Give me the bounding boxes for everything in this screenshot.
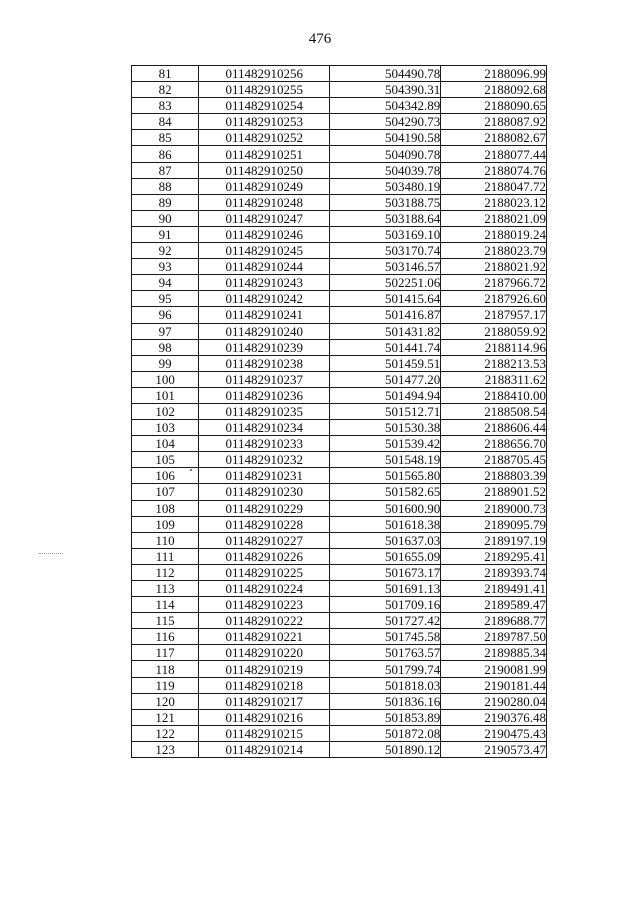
y-coordinate-cell: 2188508.54 xyxy=(441,403,547,419)
point-id-cell: 011482910251 xyxy=(199,146,330,162)
table-row xyxy=(132,114,547,130)
table-row xyxy=(132,66,547,82)
point-id-cell: 011482910224 xyxy=(199,581,330,597)
y-coordinate-cell: 2188092.68 xyxy=(441,82,547,98)
point-id-cell: 011482910246 xyxy=(199,226,330,242)
y-coordinate-cell: 2188082.67 xyxy=(441,130,547,146)
row-number-cell: 112 xyxy=(132,564,199,580)
y-coordinate-cell: 2188047.72 xyxy=(441,178,547,194)
row-number-cell: 90 xyxy=(132,210,199,226)
y-coordinate-cell: 2189393.74 xyxy=(441,564,547,580)
x-coordinate-cell: 501727.42 xyxy=(330,613,441,629)
y-coordinate-cell: 2188077.44 xyxy=(441,146,547,162)
row-number-cell: 123 xyxy=(132,741,199,757)
y-coordinate-cell: 2189787.50 xyxy=(441,629,547,645)
row-number-cell: 81 xyxy=(132,66,199,82)
row-number-cell: 117 xyxy=(132,645,199,661)
x-coordinate-cell: 501477.20 xyxy=(330,371,441,387)
y-coordinate-cell: 2188087.92 xyxy=(441,114,547,130)
table-row xyxy=(132,420,547,436)
row-number-cell: 84 xyxy=(132,114,199,130)
x-coordinate-cell: 501582.65 xyxy=(330,484,441,500)
y-coordinate-cell: 2190081.99 xyxy=(441,661,547,677)
table-row xyxy=(132,468,547,484)
row-number-cell: 82 xyxy=(132,82,199,98)
x-coordinate-cell: 501836.16 xyxy=(330,693,441,709)
row-number-cell: 116 xyxy=(132,629,199,645)
table-row xyxy=(132,661,547,677)
x-coordinate-cell: 504490.78 xyxy=(330,66,441,82)
x-coordinate-cell: 501600.90 xyxy=(330,500,441,516)
table-row xyxy=(132,194,547,210)
table-row xyxy=(132,484,547,500)
row-number-cell: 96 xyxy=(132,307,199,323)
row-number-cell: 120 xyxy=(132,693,199,709)
point-id-cell: 011482910238 xyxy=(199,355,330,371)
x-coordinate-cell: 504190.58 xyxy=(330,130,441,146)
x-coordinate-cell: 501872.08 xyxy=(330,725,441,741)
x-coordinate-cell: 501818.03 xyxy=(330,677,441,693)
point-id-cell: 011482910232 xyxy=(199,452,330,468)
point-id-cell: 011482910241 xyxy=(199,307,330,323)
y-coordinate-cell: 2190475.43 xyxy=(441,725,547,741)
x-coordinate-cell: 501431.82 xyxy=(330,323,441,339)
point-id-cell: 011482910216 xyxy=(199,709,330,725)
x-coordinate-cell: 501441.74 xyxy=(330,339,441,355)
table-row xyxy=(132,709,547,725)
y-coordinate-cell: 2188656.70 xyxy=(441,436,547,452)
y-coordinate-cell: 2188901.52 xyxy=(441,484,547,500)
table-row xyxy=(132,677,547,693)
point-id-cell: 011482910243 xyxy=(199,275,330,291)
x-coordinate-cell: 501673.17 xyxy=(330,564,441,580)
table-row xyxy=(132,403,547,419)
point-id-cell: 011482910254 xyxy=(199,98,330,114)
point-id-cell: 011482910215 xyxy=(199,725,330,741)
y-coordinate-cell: 2188021.09 xyxy=(441,210,547,226)
row-number-cell: 98 xyxy=(132,339,199,355)
page-number: 476 xyxy=(308,31,332,47)
x-coordinate-cell: 501618.38 xyxy=(330,516,441,532)
table-row xyxy=(132,291,547,307)
table-row xyxy=(132,452,547,468)
table-row xyxy=(132,581,547,597)
point-id-cell: 011482910219 xyxy=(199,661,330,677)
point-id-cell: 011482910217 xyxy=(199,693,330,709)
point-id-cell: 011482910218 xyxy=(199,677,330,693)
y-coordinate-cell: 2188410.00 xyxy=(441,387,547,403)
row-number-cell: 102 xyxy=(132,403,199,419)
table-row xyxy=(132,339,547,355)
x-coordinate-cell: 504039.78 xyxy=(330,162,441,178)
table-row xyxy=(132,548,547,564)
x-coordinate-cell: 501494.94 xyxy=(330,387,441,403)
point-id-cell: 011482910233 xyxy=(199,436,330,452)
x-coordinate-cell: 501548.19 xyxy=(330,452,441,468)
y-coordinate-cell: 2189688.77 xyxy=(441,613,547,629)
table-row xyxy=(132,725,547,741)
x-coordinate-cell: 501512.71 xyxy=(330,403,441,419)
point-id-cell: 011482910229 xyxy=(199,500,330,516)
y-coordinate-cell: 2190280.04 xyxy=(441,693,547,709)
row-number-cell: 85 xyxy=(132,130,199,146)
point-id-cell: 011482910252 xyxy=(199,130,330,146)
point-id-cell: 011482910248 xyxy=(199,194,330,210)
x-coordinate-cell: 501890.12 xyxy=(330,741,441,757)
row-number-cell: 95 xyxy=(132,291,199,307)
point-id-cell: 011482910228 xyxy=(199,516,330,532)
row-number-cell: 115 xyxy=(132,613,199,629)
row-number-cell: 118 xyxy=(132,661,199,677)
y-coordinate-cell: 2188074.76 xyxy=(441,162,547,178)
row-number-cell: 113 xyxy=(132,581,199,597)
row-number-cell: 103 xyxy=(132,420,199,436)
x-coordinate-cell: 501745.58 xyxy=(330,629,441,645)
y-coordinate-cell: 2189885.34 xyxy=(441,645,547,661)
row-number-cell: 106 xyxy=(132,468,199,484)
x-coordinate-cell: 503188.75 xyxy=(330,194,441,210)
point-id-cell: 011482910242 xyxy=(199,291,330,307)
table-row xyxy=(132,210,547,226)
x-coordinate-cell: 504390.31 xyxy=(330,82,441,98)
row-number-cell: 104 xyxy=(132,436,199,452)
row-number-cell: 86 xyxy=(132,146,199,162)
row-number-cell: 87 xyxy=(132,162,199,178)
y-coordinate-cell: 2190573.47 xyxy=(441,741,547,757)
x-coordinate-cell: 501459.51 xyxy=(330,355,441,371)
row-number-cell: 93 xyxy=(132,259,199,275)
point-id-cell: 011482910239 xyxy=(199,339,330,355)
row-number-cell: 110 xyxy=(132,532,199,548)
table-row xyxy=(132,355,547,371)
table-row xyxy=(132,629,547,645)
point-id-cell: 011482910256 xyxy=(199,66,330,82)
point-id-cell: 011482910214 xyxy=(199,741,330,757)
x-coordinate-cell: 503170.74 xyxy=(330,243,441,259)
point-id-cell: 011482910250 xyxy=(199,162,330,178)
table-row xyxy=(132,275,547,291)
y-coordinate-cell: 2188803.39 xyxy=(441,468,547,484)
point-id-cell: 011482910245 xyxy=(199,243,330,259)
row-number-cell: 122 xyxy=(132,725,199,741)
point-id-cell: 011482910221 xyxy=(199,629,330,645)
table-row xyxy=(132,178,547,194)
y-coordinate-cell: 2188096.99 xyxy=(441,66,547,82)
row-number-cell: 94 xyxy=(132,275,199,291)
x-coordinate-cell: 501799.74 xyxy=(330,661,441,677)
y-coordinate-cell: 2188019.24 xyxy=(441,226,547,242)
point-id-cell: 011482910236 xyxy=(199,387,330,403)
row-number-cell: 114 xyxy=(132,597,199,613)
x-coordinate-cell: 501416.87 xyxy=(330,307,441,323)
table-row xyxy=(132,371,547,387)
table-row xyxy=(132,130,547,146)
table-row xyxy=(132,146,547,162)
table-row xyxy=(132,597,547,613)
x-coordinate-cell: 501763.57 xyxy=(330,645,441,661)
y-coordinate-cell: 2187926.60 xyxy=(441,291,547,307)
x-coordinate-cell: 504290.73 xyxy=(330,114,441,130)
table-row xyxy=(132,98,547,114)
table-row xyxy=(132,645,547,661)
row-number-cell: 101 xyxy=(132,387,199,403)
row-number-cell: 99 xyxy=(132,355,199,371)
table-body xyxy=(132,66,547,758)
table-row xyxy=(132,500,547,516)
y-coordinate-cell: 2188021.92 xyxy=(441,259,547,275)
table-row xyxy=(132,162,547,178)
row-number-cell: 109 xyxy=(132,516,199,532)
y-coordinate-cell: 2190181.44 xyxy=(441,677,547,693)
x-coordinate-cell: 501637.03 xyxy=(330,532,441,548)
y-coordinate-cell: 2188213.53 xyxy=(441,355,547,371)
scan-artifact xyxy=(39,553,63,554)
point-id-cell: 011482910220 xyxy=(199,645,330,661)
x-coordinate-cell: 503169.10 xyxy=(330,226,441,242)
y-coordinate-cell: 2188023.79 xyxy=(441,243,547,259)
point-id-cell: 011482910235 xyxy=(199,403,330,419)
coordinates-table xyxy=(131,65,547,758)
table-row xyxy=(132,226,547,242)
row-number-cell: 91 xyxy=(132,226,199,242)
table-row xyxy=(132,693,547,709)
point-id-cell: 011482910240 xyxy=(199,323,330,339)
x-coordinate-cell: 501853.89 xyxy=(330,709,441,725)
y-coordinate-cell: 2189491.41 xyxy=(441,581,547,597)
x-coordinate-cell: 503188.64 xyxy=(330,210,441,226)
row-number-cell: 119 xyxy=(132,677,199,693)
point-id-cell: 011482910225 xyxy=(199,564,330,580)
row-number-cell: 107 xyxy=(132,484,199,500)
y-coordinate-cell: 2189197.19 xyxy=(441,532,547,548)
scan-dot xyxy=(190,469,192,471)
table-row xyxy=(132,243,547,259)
x-coordinate-cell: 502251.06 xyxy=(330,275,441,291)
row-number-cell: 88 xyxy=(132,178,199,194)
y-coordinate-cell: 2188023.12 xyxy=(441,194,547,210)
point-id-cell: 011482910244 xyxy=(199,259,330,275)
point-id-cell: 011482910231 xyxy=(199,468,330,484)
table-row xyxy=(132,564,547,580)
point-id-cell: 011482910255 xyxy=(199,82,330,98)
row-number-cell: 108 xyxy=(132,500,199,516)
row-number-cell: 105 xyxy=(132,452,199,468)
y-coordinate-cell: 2190376.48 xyxy=(441,709,547,725)
table-row xyxy=(132,613,547,629)
x-coordinate-cell: 503480.19 xyxy=(330,178,441,194)
y-coordinate-cell: 2188059.92 xyxy=(441,323,547,339)
y-coordinate-cell: 2188705.45 xyxy=(441,452,547,468)
y-coordinate-cell: 2188311.62 xyxy=(441,371,547,387)
x-coordinate-cell: 501709.16 xyxy=(330,597,441,613)
point-id-cell: 011482910249 xyxy=(199,178,330,194)
row-number-cell: 100 xyxy=(132,371,199,387)
row-number-cell: 89 xyxy=(132,194,199,210)
table-row xyxy=(132,259,547,275)
y-coordinate-cell: 2189589.47 xyxy=(441,597,547,613)
table-row xyxy=(132,516,547,532)
point-id-cell: 011482910230 xyxy=(199,484,330,500)
x-coordinate-cell: 504090.78 xyxy=(330,146,441,162)
y-coordinate-cell: 2188606.44 xyxy=(441,420,547,436)
point-id-cell: 011482910247 xyxy=(199,210,330,226)
row-number-cell: 97 xyxy=(132,323,199,339)
point-id-cell: 011482910227 xyxy=(199,532,330,548)
y-coordinate-cell: 2189095.79 xyxy=(441,516,547,532)
table-row xyxy=(132,436,547,452)
row-number-cell: 92 xyxy=(132,243,199,259)
y-coordinate-cell: 2187966.72 xyxy=(441,275,547,291)
y-coordinate-cell: 2187957.17 xyxy=(441,307,547,323)
x-coordinate-cell: 504342.89 xyxy=(330,98,441,114)
x-coordinate-cell: 501691.13 xyxy=(330,581,441,597)
point-id-cell: 011482910223 xyxy=(199,597,330,613)
point-id-cell: 011482910234 xyxy=(199,420,330,436)
table-row xyxy=(132,307,547,323)
y-coordinate-cell: 2189295.41 xyxy=(441,548,547,564)
point-id-cell: 011482910222 xyxy=(199,613,330,629)
table-row xyxy=(132,387,547,403)
table-row xyxy=(132,741,547,757)
point-id-cell: 011482910237 xyxy=(199,371,330,387)
y-coordinate-cell: 2188090.65 xyxy=(441,98,547,114)
x-coordinate-cell: 501415.64 xyxy=(330,291,441,307)
x-coordinate-cell: 501655.09 xyxy=(330,548,441,564)
row-number-cell: 83 xyxy=(132,98,199,114)
y-coordinate-cell: 2189000.73 xyxy=(441,500,547,516)
x-coordinate-cell: 501539.42 xyxy=(330,436,441,452)
table-row xyxy=(132,323,547,339)
point-id-cell: 011482910253 xyxy=(199,114,330,130)
x-coordinate-cell: 501565.80 xyxy=(330,468,441,484)
row-number-cell: 111 xyxy=(132,548,199,564)
x-coordinate-cell: 503146.57 xyxy=(330,259,441,275)
x-coordinate-cell: 501530.38 xyxy=(330,420,441,436)
point-id-cell: 011482910226 xyxy=(199,548,330,564)
table-row xyxy=(132,532,547,548)
table-row xyxy=(132,82,547,98)
row-number-cell: 121 xyxy=(132,709,199,725)
y-coordinate-cell: 2188114.96 xyxy=(441,339,547,355)
